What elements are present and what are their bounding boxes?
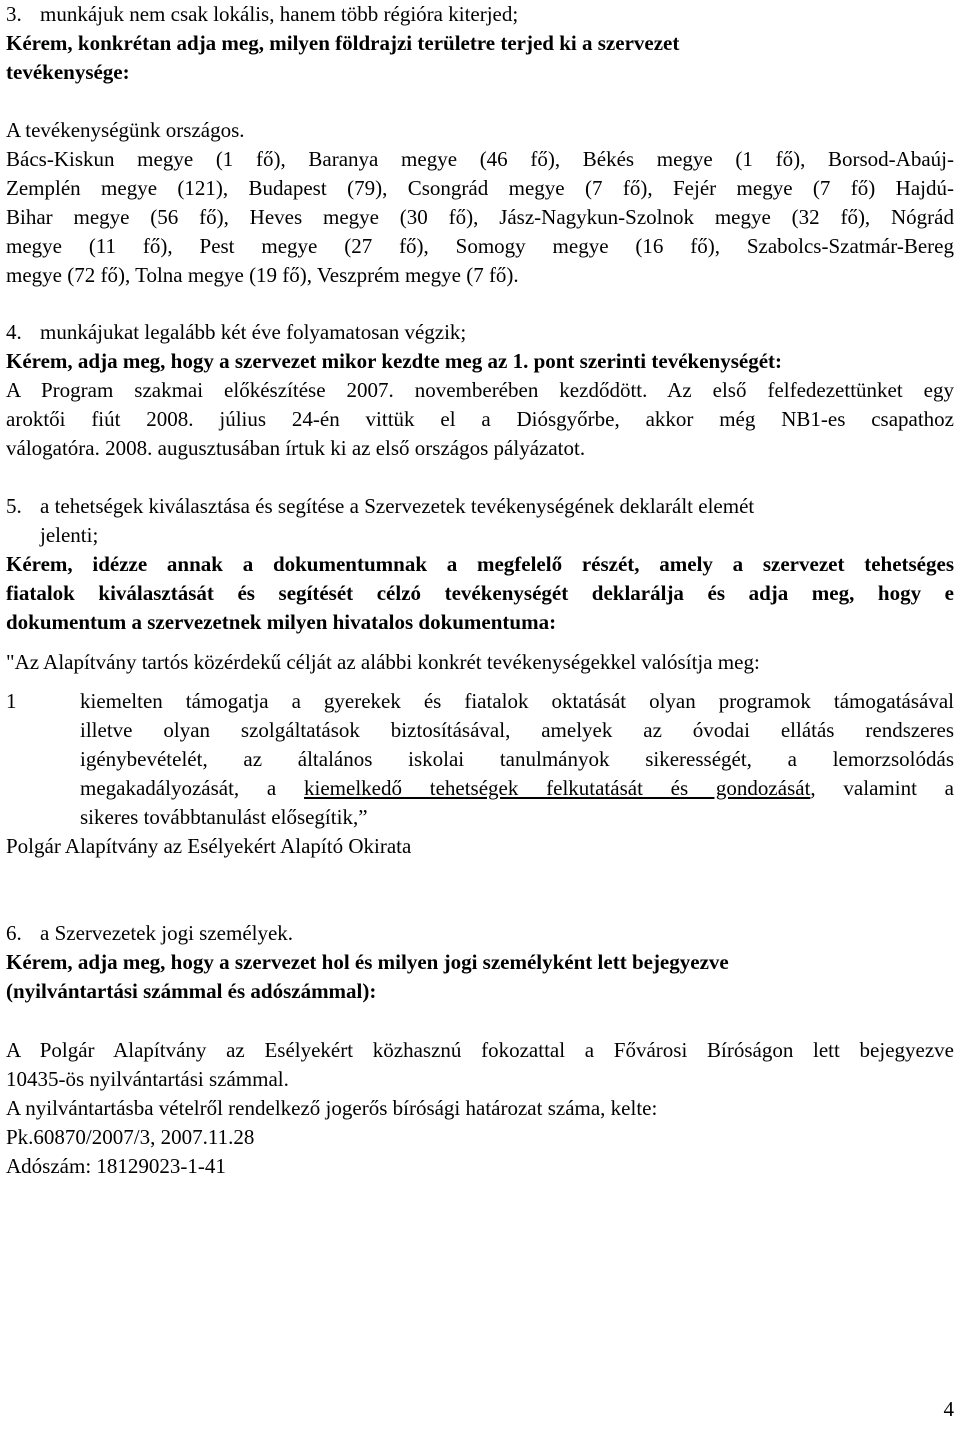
quote-source: Polgár Alapítvány az Esélyekért Alapító Okirata	[6, 834, 412, 858]
section-3-criterion	[6, 0, 954, 29]
section-6-answer-line: A nyilvántartásba vételről rendelkező jogerős bírósági határozat száma, kelte:	[6, 1096, 658, 1120]
section-6-answer-line: Adószám: 18129023-1-41	[6, 1154, 226, 1178]
section-3-answer-line: A tevékenységünk országos.	[6, 118, 245, 142]
section-number: 3.	[6, 2, 22, 26]
list-item-number: 1	[6, 689, 17, 713]
list-item-line: kiemelten támogatja a gyerekek és fiatalok oktatását olyan programok támogatásával	[80, 689, 954, 713]
section-5-question-line: Kérem, idézze annak a dokumentumnak a megfelelő részét, amely a szervezet tehetséges	[6, 552, 954, 576]
section-5-question-line: fiatalok kiválasztását és segítését célzó tevékenységét deklarálja és adja meg, hogy e	[6, 581, 954, 605]
section-4-question: Kérem, adja meg, hogy a szervezet mikor kezdte meg az 1. pont szerinti tevékenységét:	[6, 349, 783, 373]
list-item-text: megakadályozását, a	[80, 776, 305, 800]
section-5-criterion-line: jelenti;	[40, 523, 99, 547]
criterion-text: a tehetségek kiválasztása és segítése a Szervezetek tevékenységének deklarált elemét	[40, 494, 755, 518]
page-number: 4	[943, 1397, 954, 1421]
section-5-question-line: dokumentum a szervezetnek milyen hivatalos dokumentuma:	[6, 610, 557, 634]
section-6-answer-line: 10435-ös nyilvántartási számmal.	[6, 1067, 289, 1091]
list-item-text: , valamint a	[810, 776, 954, 800]
list-item-line	[80, 774, 954, 803]
section-3-answer-line: Bács-Kiskun megye (1 fő), Baranya megye (46 fő), Békés megye (1 fő), Borsod-Abaúj-	[6, 147, 954, 171]
list-item-line: igénybevételét, az általános iskolai tanulmányok sikerességét, a lemorzsolódás	[80, 747, 954, 771]
section-4-criterion	[6, 318, 954, 347]
section-6-answer-line: Pk.60870/2007/3, 2007.11.28	[6, 1125, 255, 1149]
section-3-question-line: tevékenysége:	[6, 60, 130, 84]
section-6-criterion	[6, 919, 954, 948]
section-6-answer-line: A Polgár Alapítvány az Esélyekért közhasznú fokozattal a Fővárosi Bíróságon lett bejegyezve	[6, 1038, 954, 1062]
section-3-answer-line: megye (11 fő), Pest megye (27 fő), Somogy megye (16 fő), Szabolcs-Szatmár-Bereg	[6, 234, 954, 258]
section-number: 6.	[6, 921, 22, 945]
criterion-text: munkájukat legalább két éve folyamatosan végzik;	[40, 320, 467, 344]
section-3-question-line: Kérem, konkrétan adja meg, milyen földrajzi területre terjed ki a szervezet	[6, 31, 680, 55]
quote-intro: "Az Alapítvány tartós közérdekű célját az alábbi konkrét tevékenységekkel valósítja meg:	[6, 650, 760, 674]
section-3-answer-line: megye (72 fő), Tolna megye (19 fő), Veszprém megye (7 fő).	[6, 263, 519, 287]
list-item-line: sikeres továbbtanulást elősegítik,”	[80, 805, 368, 829]
section-4-answer-line: A Program szakmai előkészítése 2007. novemberében kezdődött. Az első felfedezettünket egy	[6, 378, 954, 402]
section-5-criterion	[6, 492, 954, 521]
section-4-answer-line: aroktői fiút 2008. július 24-én vittük el a Diósgyőrbe, akkor még NB1-es csapathoz	[6, 407, 954, 431]
criterion-text: a Szervezetek jogi személyek.	[40, 921, 294, 945]
section-number: 4.	[6, 320, 22, 344]
criterion-text: munkájuk nem csak lokális, hanem több régióra kiterjed;	[40, 2, 519, 26]
section-3-answer-line: Bihar megye (56 fő), Heves megye (30 fő), Jász-Nagykun-Szolnok megye (32 fő), Nógrád	[6, 205, 954, 229]
section-3-answer-line: Zemplén megye (121), Budapest (79), Csongrád megye (7 fő), Fejér megye (7 fő) Hajdú-	[6, 176, 954, 200]
section-6-question-line: Kérem, adja meg, hogy a szervezet hol és milyen jogi személyként lett bejegyezve	[6, 950, 729, 974]
section-6-question-line: (nyilvántartási számmal és adószámmal):	[6, 979, 377, 1003]
list-item-line: illetve olyan szolgáltatások biztosításával, amelyek az óvodai ellátás rendszeres	[80, 718, 954, 742]
underlined-phrase: kiemelkedő tehetségek felkutatását és gondozását	[304, 776, 811, 800]
section-4-answer-line: válogatóra. 2008. augusztusában írtuk ki az első országos pályázatot.	[6, 436, 586, 460]
section-number: 5.	[6, 494, 22, 518]
